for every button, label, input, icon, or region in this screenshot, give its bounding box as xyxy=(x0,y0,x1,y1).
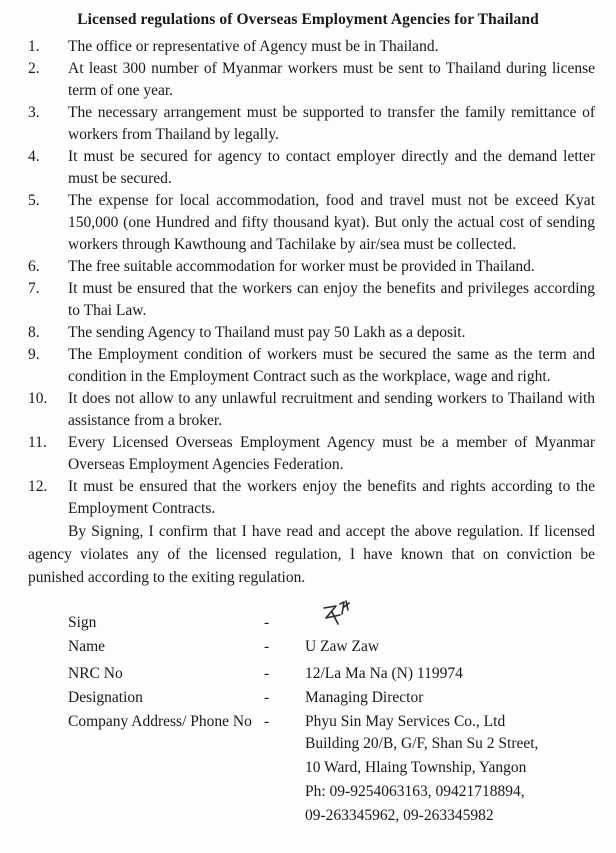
list-item xyxy=(0,432,616,476)
item-text: It does not allow to any unlawful recruitment and sending workers to Thailand with assistance from a broker. xyxy=(68,390,595,429)
list-item xyxy=(0,344,616,388)
item-number: 10. xyxy=(28,390,48,407)
item-number: 7. xyxy=(28,280,40,297)
separator: - xyxy=(264,713,270,730)
item-number: 6. xyxy=(28,258,40,275)
item-number: 12. xyxy=(28,478,48,495)
list-item xyxy=(0,256,616,278)
item-number: 4. xyxy=(28,148,40,165)
separator: - xyxy=(264,689,270,706)
name-label: Name xyxy=(68,638,106,655)
item-text: It must be ensured that the workers enjoy the benefits and rights according to the Employment Contracts. xyxy=(68,478,595,517)
item-text: The sending Agency to Thailand must pay 50 Lakh as a deposit. xyxy=(68,324,466,341)
item-text: The Employment condition of workers must be secured the same as the term and condition in the Employment Contract such as the workplace, wage and right. xyxy=(68,346,595,385)
nrc-row xyxy=(68,663,588,687)
separator: - xyxy=(264,614,270,631)
document-title: Licensed regulations of Overseas Employment Agencies for Thailand xyxy=(77,11,539,28)
item-number: 5. xyxy=(28,192,40,209)
company-value: Phyu Sin May Services Co., Ltd xyxy=(305,713,506,730)
address-line-1: Building 20/B, G/F, Shan Su 2 Street, xyxy=(305,735,539,752)
phone-line-2: 09-263345962, 09-263345982 xyxy=(305,807,494,824)
list-item xyxy=(0,146,616,190)
regulations-list xyxy=(0,36,616,520)
name-value: U Zaw Zaw xyxy=(305,638,380,655)
name-row xyxy=(68,636,588,660)
list-item xyxy=(0,388,616,432)
designation-label: Designation xyxy=(68,689,143,706)
sign-row xyxy=(68,612,588,636)
item-number: 3. xyxy=(28,104,40,121)
item-number: 8. xyxy=(28,324,40,341)
item-text: The expense for local accommodation, food and travel must not be exceed Kyat 150,000 (one Hundred and fifty thousand kyat). But only the actual cost of sending workers through Kawthoung and Tachilake by air/sea must be collected. xyxy=(68,192,595,253)
list-item xyxy=(0,102,616,146)
address-line-2: 10 Ward, Hlaing Township, Yangon xyxy=(305,759,527,776)
nrc-label: NRC No xyxy=(68,665,123,682)
item-text: The necessary arrangement must be supported to transfer the family remittance of workers from Thailand by legally. xyxy=(68,104,595,143)
item-text: Every Licensed Overseas Employment Agency must be a member of Myanmar Overseas Employment Agencies Federation. xyxy=(68,434,595,473)
item-number: 11. xyxy=(28,434,47,451)
list-item xyxy=(0,322,616,344)
item-text: At least 300 number of Myanmar workers must be sent to Thailand during license term of one year. xyxy=(68,60,595,99)
signature-block xyxy=(68,612,588,735)
nrc-value: 12/La Ma Na (N) 119974 xyxy=(305,665,463,682)
item-text: It must be ensured that the workers can enjoy the benefits and privileges according to Thai Law. xyxy=(68,280,595,319)
item-text: The free suitable accommodation for worker must be provided in Thailand. xyxy=(68,258,535,275)
phone-line-1: Ph: 09-9254063163, 09421718894, xyxy=(305,783,525,800)
item-number: 1. xyxy=(28,38,40,55)
list-item xyxy=(0,190,616,256)
designation-row xyxy=(68,687,588,711)
item-number: 2. xyxy=(28,60,40,77)
item-number: 9. xyxy=(28,346,40,363)
list-item xyxy=(0,476,616,520)
item-text: The office or representative of Agency must be in Thailand. xyxy=(68,38,439,55)
closing-statement: By Signing, I confirm that I have read and accept the above regulation. If licensed agency violates any of the licensed regulation, I have known that on conviction be punished according to the exiting regulation. xyxy=(28,523,595,586)
item-text: It must be secured for agency to contact employer directly and the demand letter must be secured. xyxy=(68,148,595,187)
designation-value: Managing Director xyxy=(305,689,424,706)
list-item xyxy=(0,36,616,58)
sign-label: Sign xyxy=(68,614,97,631)
separator: - xyxy=(264,638,270,655)
list-item xyxy=(0,278,616,322)
separator: - xyxy=(264,665,270,682)
address-label: Company Address/ Phone No xyxy=(68,713,252,730)
list-item xyxy=(0,58,616,102)
